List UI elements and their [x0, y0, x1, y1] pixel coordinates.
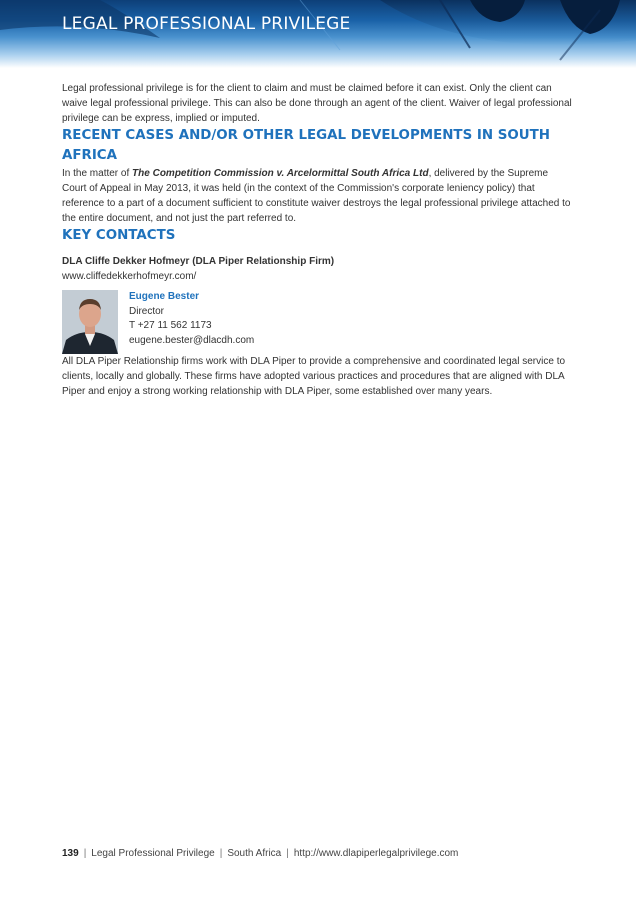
firm-url-link[interactable]: www.cliffedekkerhofmeyr.com/	[62, 271, 197, 282]
page-footer	[62, 848, 458, 859]
case-text-after: , delivered by the Supreme Court of Appeal in May 2013, it was held (in the context of the Commission's corporate leniency policy) that reference to a part of a document sufficient to constitute waiver destroys the legal professional privilege attached to the entire document, and not just the part referred to.	[62, 168, 571, 224]
recent-cases-heading: RECENT CASES AND/OR OTHER LEGAL DEVELOPMENTS IN SOUTH AFRICA	[62, 128, 550, 163]
footer-separator: |	[83, 848, 87, 859]
footer-separator: |	[286, 848, 289, 859]
footer-country: South Africa	[227, 848, 282, 859]
recent-cases-paragraph	[62, 166, 574, 226]
key-contacts-heading: KEY CONTACTS	[62, 228, 176, 243]
contact-details	[129, 290, 254, 354]
contact-card	[62, 290, 574, 354]
page-number: 139	[62, 848, 79, 859]
firm-name: DLA Cliffe Dekker Hofmeyr (DLA Piper Relationship Firm)	[62, 256, 335, 267]
contact-photo	[62, 290, 118, 354]
case-name: The Competition Commission v. Arcelormittal South Africa Ltd	[132, 168, 429, 179]
intro-paragraph: Legal professional privilege is for the client to claim and must be claimed before it can exist. Only the client can waive legal professional privilege. This can also be done through an agent of the client. Waiver of legal professional privilege can be express, implied or imputed.	[62, 83, 572, 124]
relationship-note: All DLA Piper Relationship firms work with DLA Piper to provide a comprehensive and coordinated legal service to clients, locally and globally. These firms have adopted various practices and procedures that are aligned with DLA Piper and enjoy a strong working relationship with DLA Piper, some established over many years.	[62, 356, 566, 397]
footer-url-link[interactable]: http://www.dlapiperlegalprivilege.com	[293, 848, 459, 859]
contact-name: Eugene Bester	[129, 291, 200, 302]
footer-section: Legal Professional Privilege	[91, 848, 215, 859]
contact-role: Director	[129, 305, 165, 317]
case-text-before: In the matter of	[62, 168, 133, 179]
contact-email-link[interactable]: eugene.bester@dlacdh.com	[129, 334, 255, 346]
main-content	[62, 80, 574, 399]
footer-separator: |	[219, 848, 223, 859]
contact-phone: T +27 11 562 1173	[129, 320, 212, 331]
banner-decorative-image	[0, 0, 636, 68]
header-banner	[0, 0, 636, 68]
page-title: LEGAL PROFESSIONAL PRIVILEGE	[62, 14, 351, 34]
